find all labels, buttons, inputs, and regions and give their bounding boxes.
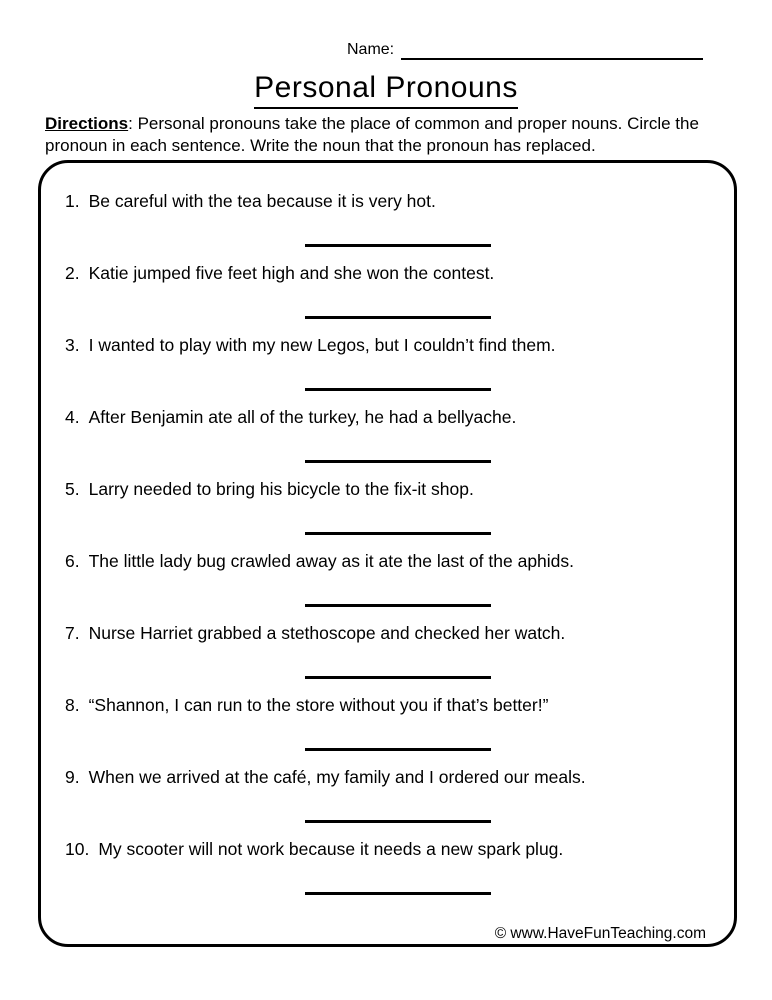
item-sentence: “Shannon, I can run to the store without you if that’s better!” bbox=[88, 695, 549, 715]
answer-blank-10[interactable] bbox=[305, 892, 491, 895]
directions-text: : Personal pronouns take the place of common and proper nouns. Circle the pronoun in each sentence. Write the noun that the pronoun has replaced. bbox=[45, 114, 699, 155]
answer-blank-7[interactable] bbox=[305, 676, 491, 679]
item-number: 3. bbox=[65, 335, 80, 355]
item-sentence: Nurse Harriet grabbed a stethoscope and checked her watch. bbox=[88, 623, 566, 643]
answer-blank-9[interactable] bbox=[305, 820, 491, 823]
answer-blank-2[interactable] bbox=[305, 316, 491, 319]
item-number: 6. bbox=[65, 551, 80, 571]
worksheet-item-9 bbox=[41, 766, 734, 838]
sentence-row bbox=[41, 838, 734, 861]
name-row bbox=[347, 40, 703, 60]
item-number: 7. bbox=[65, 623, 80, 643]
sentence-row bbox=[41, 550, 734, 573]
item-number: 1. bbox=[65, 191, 80, 211]
name-blank-line[interactable] bbox=[401, 40, 703, 60]
worksheet-item-1 bbox=[41, 190, 734, 262]
page-title bbox=[0, 71, 772, 109]
worksheet-item-8 bbox=[41, 694, 734, 766]
item-number: 2. bbox=[65, 263, 80, 283]
item-sentence: When we arrived at the café, my family and I ordered our meals. bbox=[88, 767, 586, 787]
item-number: 4. bbox=[65, 407, 80, 427]
worksheet-item-6 bbox=[41, 550, 734, 622]
item-sentence: After Benjamin ate all of the turkey, he had a bellyache. bbox=[88, 407, 517, 427]
sentence-row bbox=[41, 766, 734, 789]
sentence-row bbox=[41, 406, 734, 429]
item-sentence: Katie jumped five feet high and she won the contest. bbox=[88, 263, 495, 283]
page-title-text: Personal Pronouns bbox=[254, 71, 518, 109]
sentence-row bbox=[41, 478, 734, 501]
sentence-row bbox=[41, 334, 734, 357]
directions bbox=[45, 113, 739, 156]
worksheet-box bbox=[38, 160, 737, 947]
worksheet-item-10 bbox=[41, 838, 734, 910]
item-sentence: The little lady bug crawled away as it ate the last of the aphids. bbox=[88, 551, 575, 571]
sentence-row bbox=[41, 622, 734, 645]
sentence-row bbox=[41, 694, 734, 717]
worksheet-item-5 bbox=[41, 478, 734, 550]
name-label: Name: bbox=[347, 41, 395, 58]
answer-blank-1[interactable] bbox=[305, 244, 491, 247]
copyright-text: © www.HaveFunTeaching.com bbox=[494, 925, 706, 942]
item-number: 5. bbox=[65, 479, 80, 499]
directions-label: Directions bbox=[45, 114, 129, 133]
item-number: 9. bbox=[65, 767, 80, 787]
item-number: 8. bbox=[65, 695, 80, 715]
answer-blank-5[interactable] bbox=[305, 532, 491, 535]
sentence-row bbox=[41, 262, 734, 285]
answer-blank-6[interactable] bbox=[305, 604, 491, 607]
item-sentence: Larry needed to bring his bicycle to the fix-it shop. bbox=[88, 479, 474, 499]
item-sentence: I wanted to play with my new Legos, but I couldn’t find them. bbox=[88, 335, 556, 355]
item-sentence: Be careful with the tea because it is very hot. bbox=[88, 191, 436, 211]
item-number: 10. bbox=[65, 839, 90, 859]
worksheet-item-4 bbox=[41, 406, 734, 478]
answer-blank-4[interactable] bbox=[305, 460, 491, 463]
sentence-row bbox=[41, 190, 734, 213]
worksheet-item-3 bbox=[41, 334, 734, 406]
worksheet-item-2 bbox=[41, 262, 734, 334]
answer-blank-8[interactable] bbox=[305, 748, 491, 751]
answer-blank-3[interactable] bbox=[305, 388, 491, 391]
item-sentence: My scooter will not work because it needs a new spark plug. bbox=[98, 839, 564, 859]
worksheet-item-7 bbox=[41, 622, 734, 694]
